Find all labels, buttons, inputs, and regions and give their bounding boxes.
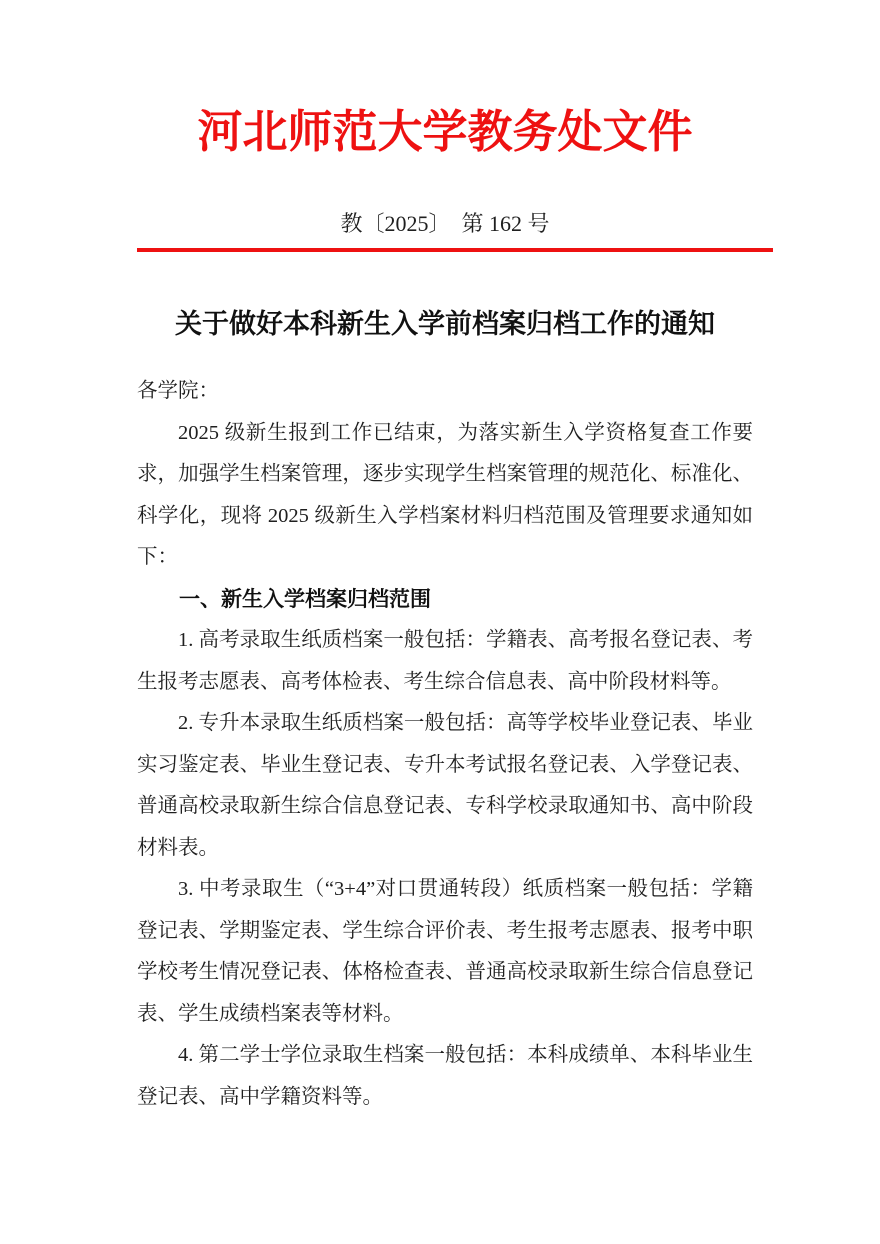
notice-title: 关于做好本科新生入学前档案归档工作的通知 [175,309,715,339]
salutation: 各学院： [137,380,219,402]
archive-scope-item-4: 4. 第二学士学位录取生档案一般包括：本科成绩单、本科毕业生登记表、高中学籍资料等。 [137,1044,753,1108]
document-header-title: 河北师范大学教务处文件 [197,107,693,157]
intro-paragraph: 2025 级新生报到工作已结束，为落实新生入学资格复查工作要求，加强学生档案管理，逐步实现学生档案管理的规范化、标准化、科学化，现将 2025 级新生入学档案材料归档范围及管理要求通知如下： [137,421,753,568]
archive-scope-item-1: 1. 高考录取生纸质档案一般包括：学籍表、高考报名登记表、考生报考志愿表、高考体检表、考生综合信息表、高中阶段材料等。 [137,629,753,693]
archive-scope-item-3: 3. 中考录取生（“3+4”对口贯通转段）纸质档案一般包括：学籍登记表、学期鉴定表、学生综合评价表、考生报考志愿表、报考中职学校考生情况登记表、体格检查表、普通高校录取新生综合信息登记表、学生成绩档案表等材料。 [137,878,753,1025]
header-divider-line [137,248,773,252]
archive-scope-item-2: 2. 专升本录取生纸质档案一般包括：高等学校毕业登记表、毕业实习鉴定表、毕业生登记表、专升本考试报名登记表、入学登记表、普通高校录取新生综合信息登记表、专科学校录取通知书、高中阶段材料表。 [137,712,753,859]
section-1-heading: 一、新生入学档案归档范围 [179,587,431,611]
document-number: 教〔2025〕 第 162 号 [340,211,550,236]
